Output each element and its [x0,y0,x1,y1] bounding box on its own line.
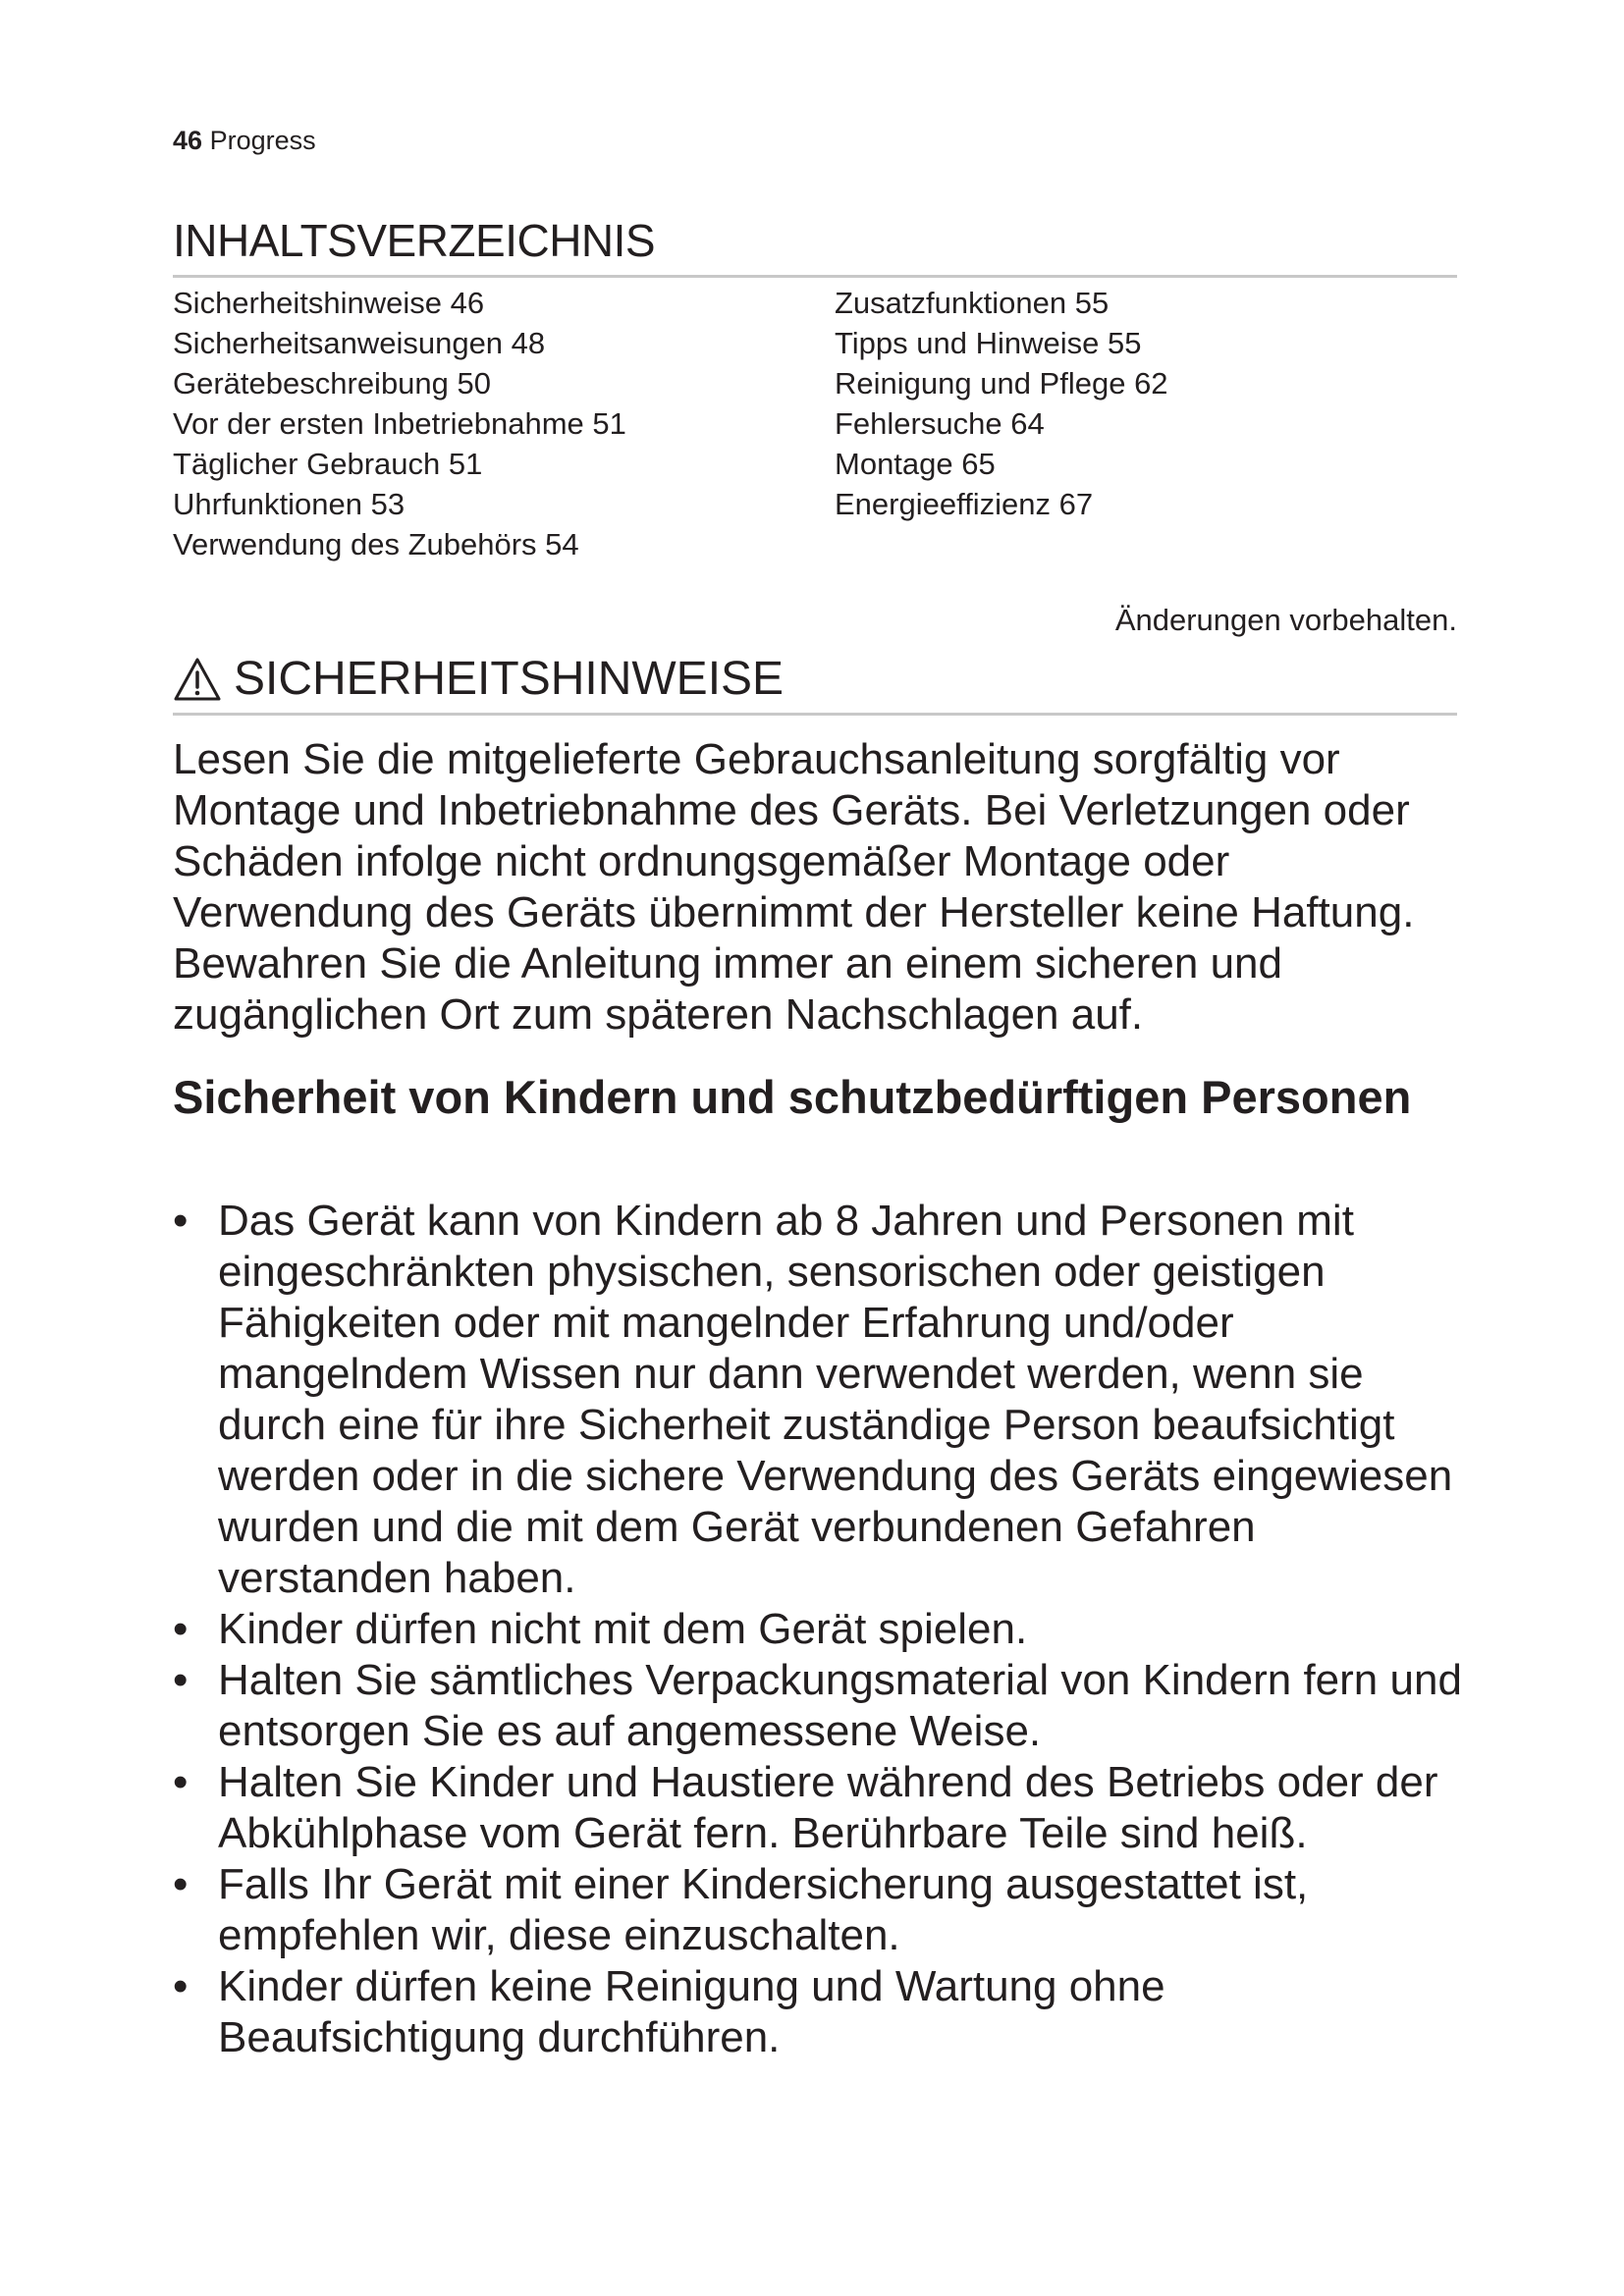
toc-entry[interactable]: Sicherheitsanweisungen 48 [173,326,546,360]
toc-entry[interactable]: Tipps und Hinweise 55 [835,326,1142,360]
safety-bullet-list [173,1196,1479,2063]
bullet-text: Halten Sie sämtliches Verpackungsmaterial von Kindern fern und entsorgen Sie es auf angemessene Weise. [218,1656,1462,1755]
toc-entry[interactable]: Verwendung des Zubehörs 54 [173,527,579,561]
changes-note: Änderungen vorbehalten. [1114,603,1457,637]
section-divider [173,713,1457,716]
toc-entry[interactable]: Fehlersuche 64 [835,406,1045,441]
toc-entry[interactable]: Sicherheitshinweise 46 [173,286,485,320]
toc-entry[interactable]: Montage 65 [835,447,996,481]
toc-entry[interactable]: Täglicher Gebrauch 51 [173,447,483,481]
toc-column-right [835,283,1168,524]
bullet-text: Kinder dürfen keine Reinigung und Wartung ohne Beaufsichtigung durchführen. [218,1962,1165,2061]
list-item [173,1961,1479,2063]
section-title [173,652,784,706]
list-item [173,1655,1479,1757]
toc-column-left [173,283,626,564]
bullet-text: Halten Sie Kinder und Haustiere während des Betriebs oder der Abkühlphase vom Gerät fern. Berührbare Teile sind heiß. [218,1758,1438,1857]
bullet-icon: • [173,1962,189,2010]
toc-entry[interactable]: Zusatzfunktionen 55 [835,286,1110,320]
list-item [173,1604,1479,1655]
toc-entry[interactable]: Energieeffizienz 67 [835,487,1094,521]
section-title-text: SICHERHEITSHINWEISE [234,653,785,705]
toc-entry[interactable]: Uhrfunktionen 53 [173,487,406,521]
page-header [173,126,316,156]
toc-entry[interactable]: Reinigung und Pflege 62 [835,366,1168,400]
toc-divider [173,275,1457,278]
toc-entry[interactable]: Vor der ersten Inbetriebnahme 51 [173,406,626,441]
list-item [173,1196,1479,1604]
warning-triangle-icon [173,657,222,702]
list-item [173,1859,1479,1961]
brand-name: Progress [209,126,316,155]
bullet-text: Kinder dürfen nicht mit dem Gerät spielen. [218,1605,1028,1653]
bullet-text: Falls Ihr Gerät mit einer Kindersicherung ausgestattet ist, empfehlen wir, diese einzuschalten. [218,1860,1309,1959]
bullet-icon: • [173,1758,189,1806]
subheading: Sicherheit von Kindern und schutzbedürftigen Personen [173,1071,1412,1123]
list-item [173,1757,1479,1859]
intro-paragraph: Lesen Sie die mitgelieferte Gebrauchsanleitung sorgfältig vor Montage und Inbetriebnahme des Geräts. Bei Verletzungen oder Schäden infolge nicht ordnungsgemäßer Montage oder Verwendung des Geräts übernimmt der Hersteller keine Haftung. Bewahren Sie die Anleitung immer an einem sicheren und zugänglichen Ort zum späteren Nachschlagen auf. [173,735,1415,1039]
bullet-icon: • [173,1605,189,1653]
bullet-icon: • [173,1197,189,1245]
toc-entry[interactable]: Gerätebeschreibung 50 [173,366,492,400]
page-number: 46 [173,126,203,155]
bullet-icon: • [173,1860,189,1908]
toc-title: INHALTSVERZEICHNIS [173,215,656,266]
bullet-text: Das Gerät kann von Kindern ab 8 Jahren und Personen mit eingeschränkten physischen, sensorischen oder geistigen Fähigkeiten oder mit mangelnder Erfahrung und/oder mangelndem Wissen nur dann verwendet werden, wenn sie durch eine für ihre Sicherheit zuständige Person beaufsichtigt werden oder in die sichere Verwendung des Geräts eingewiesen wurden und die mit dem Gerät verbundenen Gefahren verstanden haben. [218,1197,1453,1602]
bullet-icon: • [173,1656,189,1704]
